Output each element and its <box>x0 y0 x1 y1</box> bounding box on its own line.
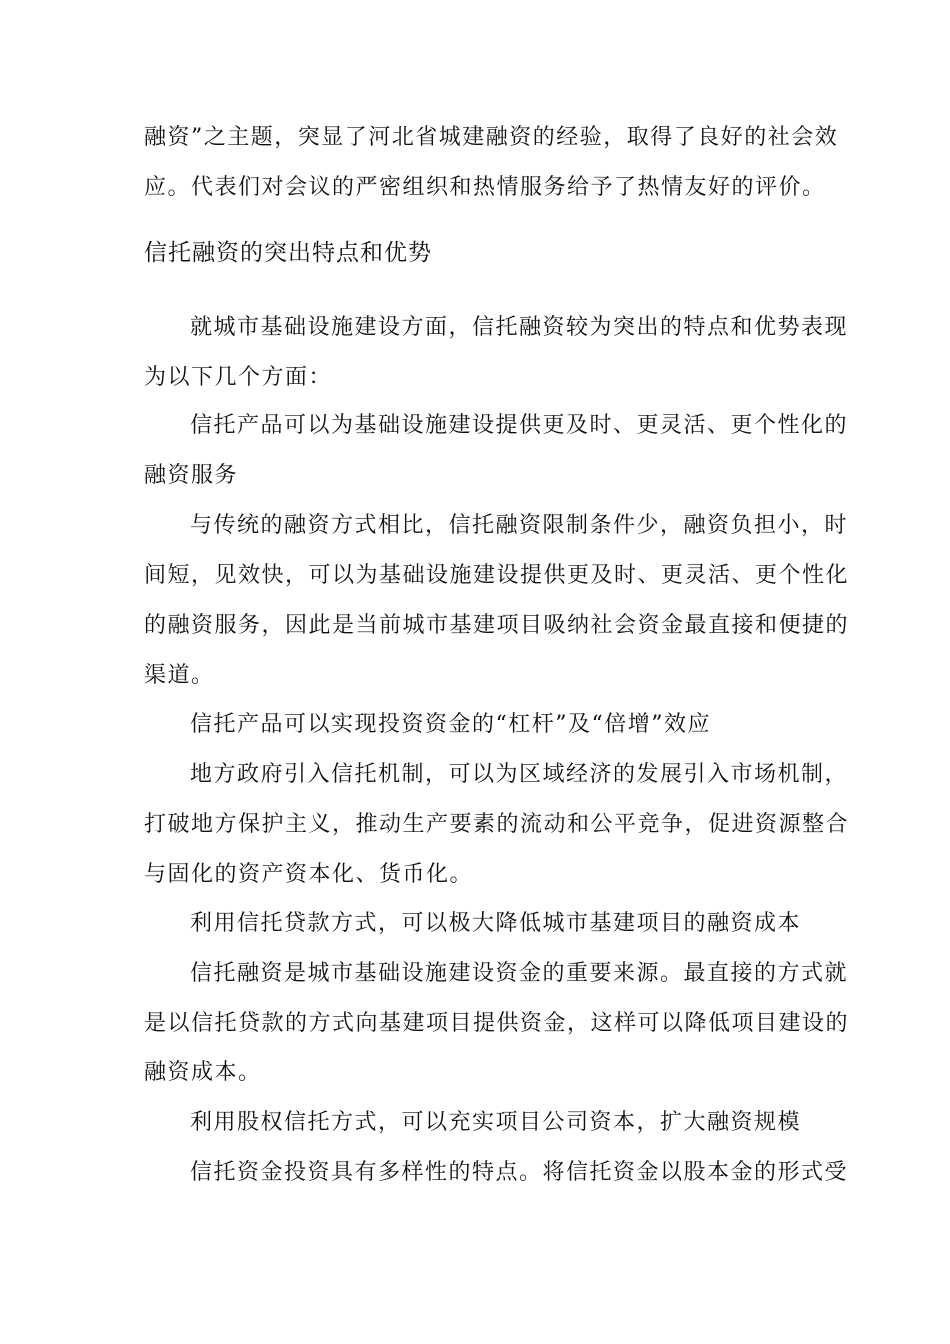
paragraph-line: 渠道。 <box>144 663 215 688</box>
paragraph-line: 间短，见效快，可以为基础设施建设提供更及时、更灵活、更个性化 <box>144 563 850 588</box>
subheading-line: 融资服务 <box>144 463 239 488</box>
paragraph-line: 应。代表们对会议的严密组织和热情服务给予了热情友好的评价。 <box>144 175 826 200</box>
paragraph-line: 就城市基础设施建设方面，信托融资较为突出的特点和优势表现 <box>190 315 849 340</box>
paragraph-line: 融资成本。 <box>144 1060 262 1085</box>
paragraph-line: 信托融资是城市基础设施建设资金的重要来源。最直接的方式就 <box>190 961 849 986</box>
subheading-line: 信托产品可以为基础设施建设提供更及时、更灵活、更个性化的 <box>190 413 849 438</box>
paragraph-line: 地方政府引入信托机制，可以为区域经济的发展引入市场机制， <box>190 762 849 787</box>
paragraph-line: 为以下几个方面： <box>144 365 333 390</box>
paragraph-line: 与固化的资产资本化、货币化。 <box>144 862 474 887</box>
paragraph-line: 与传统的融资方式相比，信托融资限制条件少，融资负担小，时 <box>190 513 849 538</box>
section-heading: 信托融资的突出特点和优势 <box>144 240 432 266</box>
subheading-line: 利用股权信托方式，可以充实项目公司资本，扩大融资规模 <box>190 1110 802 1135</box>
paragraph-line: 融资”之主题，突显了河北省城建融资的经验，取得了良好的社会效 <box>144 125 839 150</box>
paragraph-line: 是以信托贷款的方式向基建项目提供资金，这样可以降低项目建设的 <box>144 1011 850 1036</box>
paragraph-line: 打破地方保护主义，推动生产要素的流动和公平竞争，促进资源整合 <box>144 812 850 837</box>
subheading-line: 利用信托贷款方式，可以极大降低城市基建项目的融资成本 <box>190 911 802 936</box>
subheading-line: 信托产品可以实现投资资金的“杠杆”及“倍增”效应 <box>190 712 711 737</box>
paragraph-line: 的融资服务，因此是当前城市基建项目吸纳社会资金最直接和便捷的 <box>144 613 850 638</box>
paragraph-line: 信托资金投资具有多样性的特点。将信托资金以股本金的形式受 <box>190 1160 849 1185</box>
